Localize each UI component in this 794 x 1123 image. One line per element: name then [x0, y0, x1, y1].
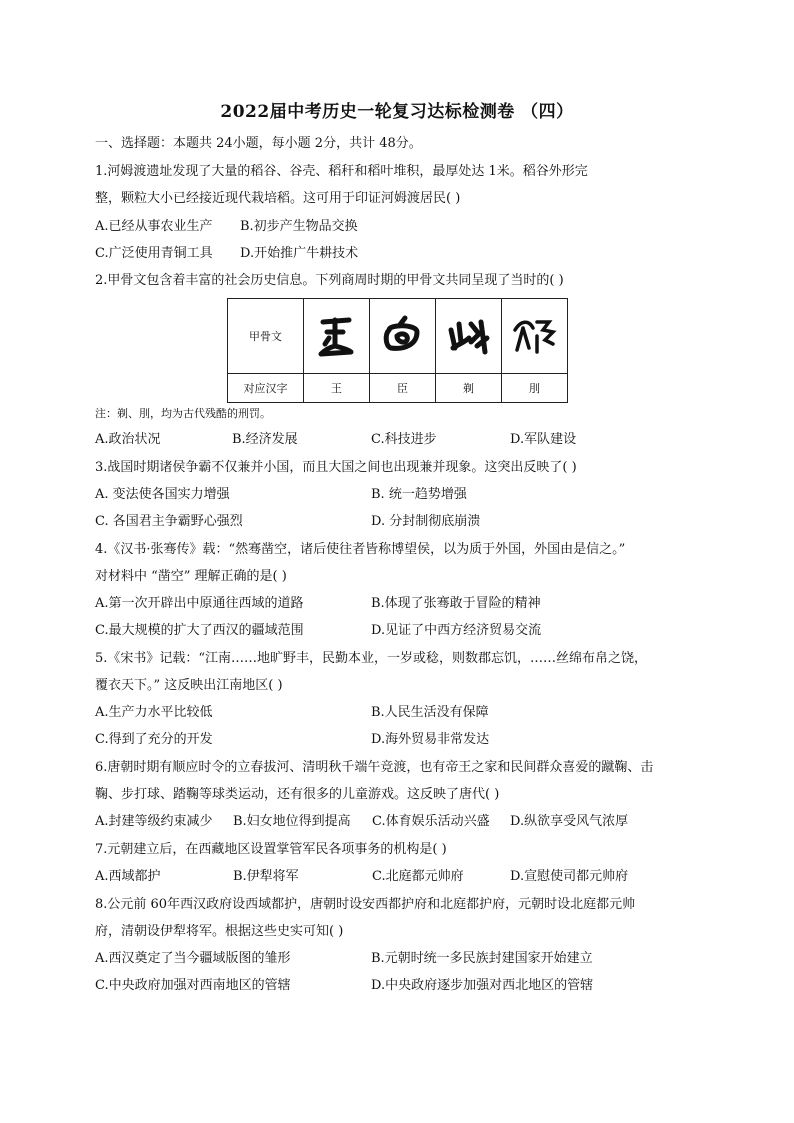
oracle-bone-table	[227, 298, 568, 403]
hanzi-cell-3: 剃	[436, 374, 502, 403]
question-6-option-c: C.体育娱乐活动兴盛	[372, 814, 490, 829]
question-1-line-1: 1.河姆渡遗址发现了大量的稻谷、谷壳、稻秆和稻叶堆积，最厚处达 1米。稻谷外形完	[95, 164, 588, 179]
oracle-glyph-chen-icon	[375, 308, 431, 364]
question-2-option-b: B.经济发展	[232, 432, 298, 447]
question-8-option-d: D.中央政府逐步加强对西北地区的管辖	[371, 978, 594, 993]
question-5-option-a: A.生产力水平比较低	[95, 705, 213, 720]
oracle-glyph-cell-2	[370, 299, 436, 374]
oracle-glyph-cell-1	[304, 299, 370, 374]
question-8-option-a: A.西汉奠定了当今疆域版图的雏形	[95, 951, 291, 966]
oracle-glyph-ti-icon	[441, 308, 497, 364]
question-3-option-a: A. 变法使各国实力增强	[95, 487, 230, 502]
question-1-option-a: A.已经从事农业生产	[95, 219, 213, 234]
question-4-option-c: C.最大规模的扩大了西汉的疆域范围	[95, 623, 304, 638]
question-5-option-b: B.人民生活没有保障	[371, 705, 489, 720]
exam-title: 2022届中考历史一轮复习达标检测卷 （四）	[220, 102, 574, 122]
question-7-option-c: C.北庭都元帅府	[372, 869, 464, 884]
oracle-glyph-yue-icon	[507, 308, 563, 364]
section-heading: 一、选择题：本题共 24小题，每小题 2分，共计 48分。	[95, 136, 422, 151]
question-4-option-d: D.见证了中西方经济贸易交流	[371, 623, 542, 638]
question-1-line-2: 整，颗粒大小已经接近现代栽培稻。这可用于印证河姆渡居民( )	[95, 191, 461, 206]
question-8-line-1: 8.公元前 60年西汉政府设西域都护，唐朝时设安西都护府和北庭都护府，元朝时设北庭都元帅	[95, 897, 636, 912]
question-4-option-b: B.体现了张骞敢于冒险的精神	[371, 596, 541, 611]
question-7-line-1: 7.元朝建立后，在西藏地区设置掌管军民各项事务的机构是( )	[95, 842, 447, 857]
question-1-option-b: B.初步产生物品交换	[240, 219, 358, 234]
question-4-line-1: 4.《汉书·张骞传》载：“然骞凿空，诸后使往者皆称博望侯，以为质于外国，外国由是信之。”	[95, 542, 626, 557]
question-3-option-b: B. 统一趋势增强	[371, 487, 467, 502]
question-6-option-d: D.纵欲享受风气浓厚	[510, 814, 629, 829]
hanzi-cell-1: 王	[304, 374, 370, 403]
question-3-option-d: D. 分封制彻底崩溃	[371, 514, 481, 529]
question-8-option-b: B.元朝时统一多民族封建国家开始建立	[371, 951, 593, 966]
question-1-option-d: D.开始推广牛耕技术	[240, 246, 359, 261]
question-2-option-d: D.军队建设	[510, 432, 577, 447]
question-8-option-c: C.中央政府加强对西南地区的管辖	[95, 978, 291, 993]
question-7-option-b: B.伊犁将军	[233, 869, 299, 884]
table-note: 注：剃、刖，均为古代残酷的刑罚。	[95, 407, 271, 420]
question-3-line-1: 3.战国时期诸侯争霸不仅兼并小国，而且大国之间也出现兼并现象。这突出反映了( )	[95, 460, 577, 475]
question-6-option-b: B.妇女地位得到提高	[233, 814, 351, 829]
question-5-line-1: 5.《宋书》记载：“江南……地旷野丰，民勤本业，一岁或稔，则数郡忘饥，……丝绵布帛之饶，	[95, 651, 648, 666]
question-2-line-1: 2.甲骨文包含着丰富的社会历史信息。下列商周时期的甲骨文共同呈现了当时的( )	[95, 273, 564, 288]
table-row-label-hanzi: 对应汉字	[228, 374, 304, 403]
table-row-label-oracle: 甲骨文	[228, 299, 304, 374]
question-2-option-c: C.科技进步	[371, 432, 437, 447]
question-4-line-2: 对材料中 “凿空” 理解正确的是( )	[95, 569, 287, 584]
question-6-line-2: 鞠、步打球、踏鞠等球类运动，还有很多的儿童游戏。这反映了唐代( )	[95, 787, 500, 802]
question-8-line-2: 府，清朝设伊犁将军。根据这些史实可知( )	[95, 924, 344, 939]
question-6-line-1: 6.唐朝时期有顺应时令的立春拔河、清明秋千端午竞渡，也有帝王之家和民间群众喜爱的蹴鞠、击	[95, 760, 654, 775]
question-5-line-2: 覆衣天下。” 这反映出江南地区( )	[95, 678, 283, 693]
oracle-glyph-cell-4	[502, 299, 568, 374]
question-7-option-a: A.西域都护	[95, 869, 161, 884]
question-2-option-a: A.政治状况	[95, 432, 161, 447]
hanzi-cell-4: 刖	[502, 374, 568, 403]
oracle-glyph-cell-3	[436, 299, 502, 374]
question-3-option-c: C. 各国君主争霸野心强烈	[95, 514, 243, 529]
question-5-option-d: D.海外贸易非常发达	[371, 732, 490, 747]
question-5-option-c: C.得到了充分的开发	[95, 732, 213, 747]
oracle-glyph-wang-icon	[309, 308, 365, 364]
question-4-option-a: A.第一次开辟出中原通往西域的道路	[95, 596, 304, 611]
hanzi-cell-2: 臣	[370, 374, 436, 403]
question-7-option-d: D.宣慰使司都元帅府	[510, 869, 629, 884]
question-1-option-c: C.广泛使用青铜工具	[95, 246, 213, 261]
question-6-option-a: A.封建等级约束减少	[95, 814, 213, 829]
